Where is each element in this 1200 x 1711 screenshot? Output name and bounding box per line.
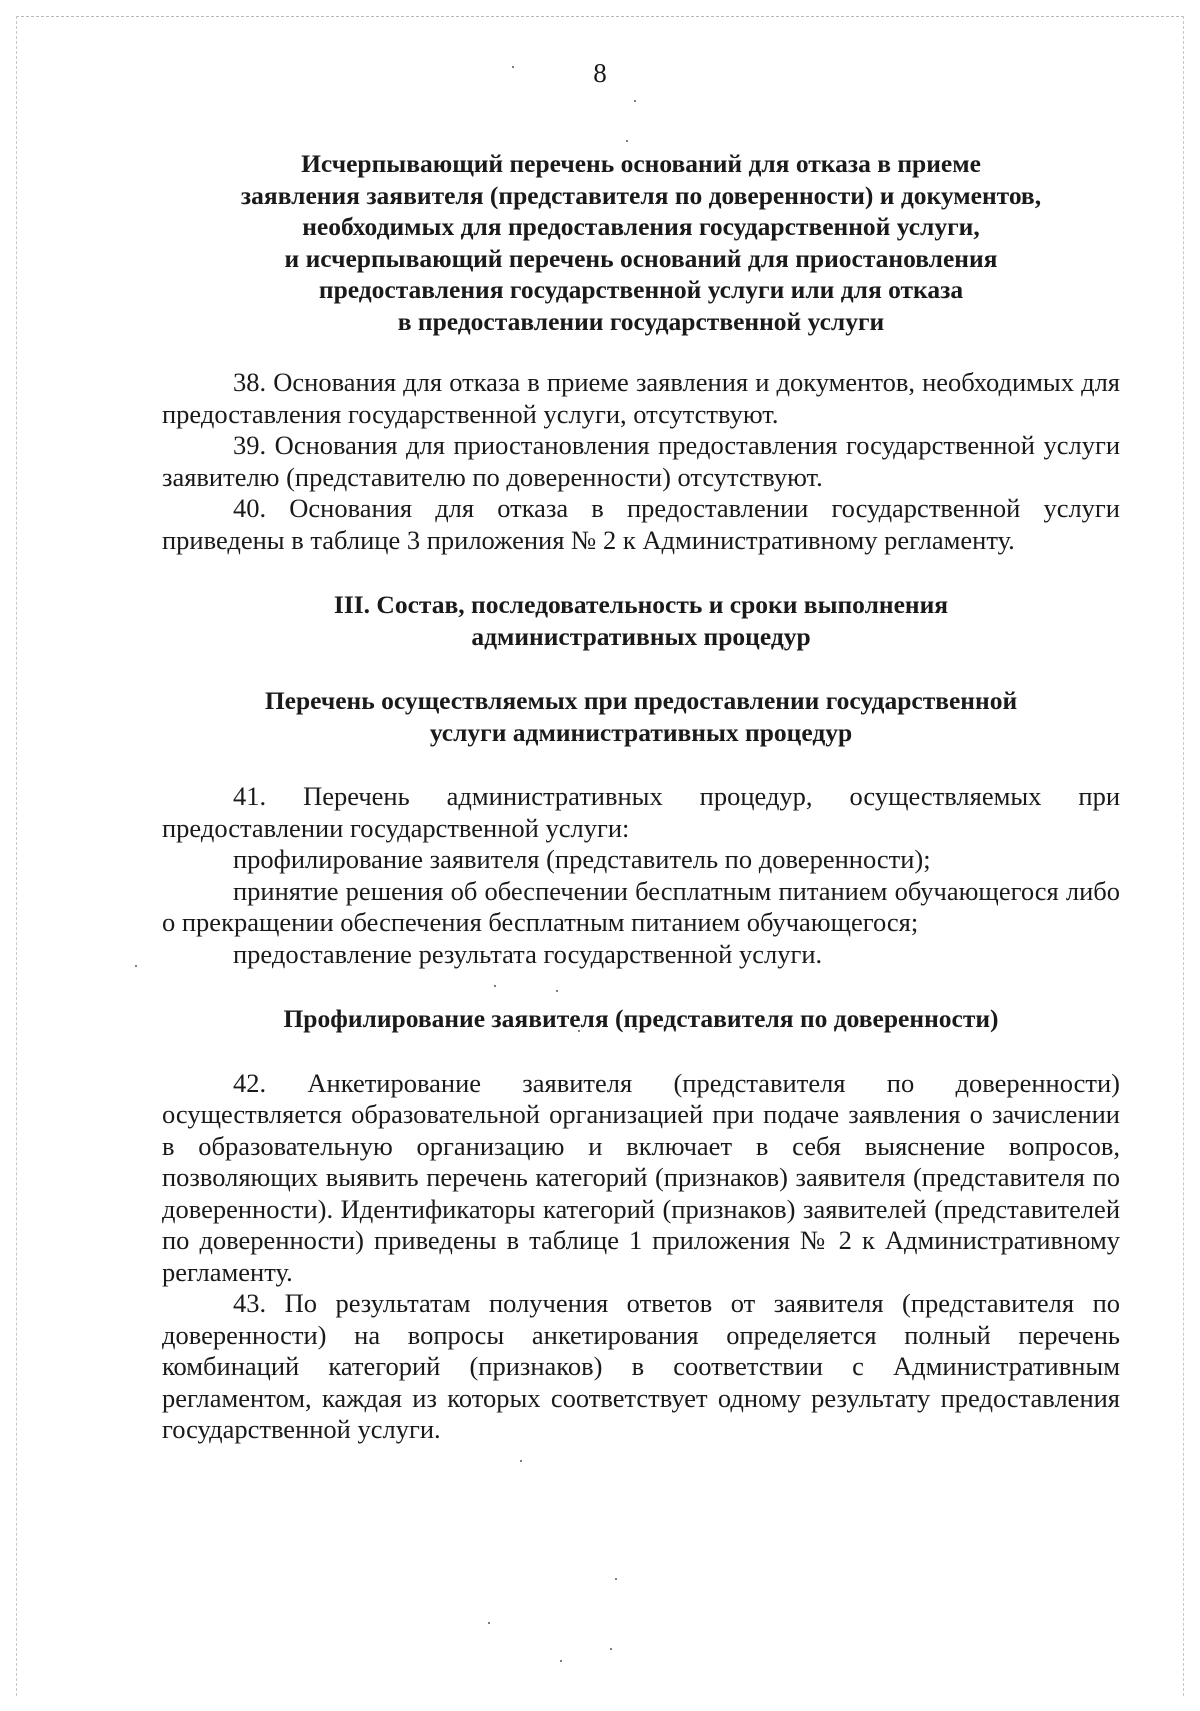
heading-line: Профилирование заявителя (представителя по доверенности)	[283, 1004, 999, 1033]
scan-speck	[488, 1622, 490, 1624]
heading-line: услуги административных процедур	[429, 717, 853, 747]
paragraph-41: 41. Перечень административных процедур, осуществляемых при предоставлении государственной услуги:	[162, 781, 1120, 843]
scan-speck	[560, 1660, 562, 1662]
paragraph-40: 40. Основания для отказа в предоставлении государственной услуги приведены в таблице 3 приложения № 2 к Административному регламенту.	[162, 493, 1120, 555]
section-heading-refusal-grounds	[162, 148, 1120, 337]
heading-line: и исчерпывающий перечень оснований для приостановления	[284, 243, 998, 273]
heading-line: III. Состав, последовательность и сроки выполнения	[333, 590, 949, 619]
procedure-item-profiling: профилирование заявителя (представитель по доверенности);	[233, 844, 931, 874]
scan-speck	[610, 1648, 612, 1650]
paragraph-43: 43. По результатам получения ответов от заявителя (представителя по доверенности) на вопросы анкетирования определяется полный перечень комбинаций категорий (признаков) в соответствии с Административным регламентом, каждая из которых соответствует одному результату предоставления государственной услуги.	[162, 1288, 1120, 1444]
section-heading-procedures-list	[162, 685, 1120, 748]
document-body	[162, 148, 1120, 1446]
procedure-item-decision: принятие решения об обеспечении бесплатным питанием обучающегося либо о прекращении обеспечения бесплатным питанием обучающегося;	[162, 875, 1120, 937]
heading-line: Исчерпывающий перечень оснований для отказа в приеме	[301, 149, 981, 178]
paragraph-42: 42. Анкетирование заявителя (представителя по доверенности) осуществляется образовательной организацией при подаче заявления о зачислении в образовательную организацию и включает в себя выяснение вопросов, позволяющих выявить перечень категорий (признаков) заявителя (представителя по доверенности). Идентификаторы категорий (признаков) заявителей (представителей по доверенности) приведены в таблице 1 приложения № 2 к Административному регламенту.	[162, 1067, 1120, 1287]
procedure-item-result: предоставление результата государственной услуги.	[233, 938, 823, 969]
page-number: 8	[593, 58, 607, 88]
paragraph-38: 38. Основания для отказа в приеме заявления и документов, необходимых для предоставления государственной услуги, отсутствуют.	[162, 367, 1120, 429]
heading-line: в предоставлении государственной услуги	[397, 306, 885, 336]
heading-line: заявления заявителя (представителя по доверенности) и документов,	[240, 180, 1042, 210]
heading-line: Перечень осуществляемых при предоставлении государственной	[264, 686, 1018, 715]
scan-speck	[626, 140, 628, 142]
heading-line: административных процедур	[471, 621, 811, 651]
scan-speck	[135, 965, 137, 967]
section-heading-iii	[162, 589, 1120, 652]
heading-line: необходимых для предоставления государственной услуги,	[302, 212, 980, 241]
scan-speck	[520, 1460, 522, 1462]
paragraph-39: 39. Основания для приостановления предоставления государственной услуги заявителю (представителю по доверенности) отсутствуют.	[162, 430, 1120, 492]
scan-speck	[615, 1578, 617, 1580]
section-heading-profiling	[162, 1003, 1120, 1035]
scan-speck	[634, 100, 636, 102]
heading-line: предоставления государственной услуги или для отказа	[318, 275, 964, 304]
